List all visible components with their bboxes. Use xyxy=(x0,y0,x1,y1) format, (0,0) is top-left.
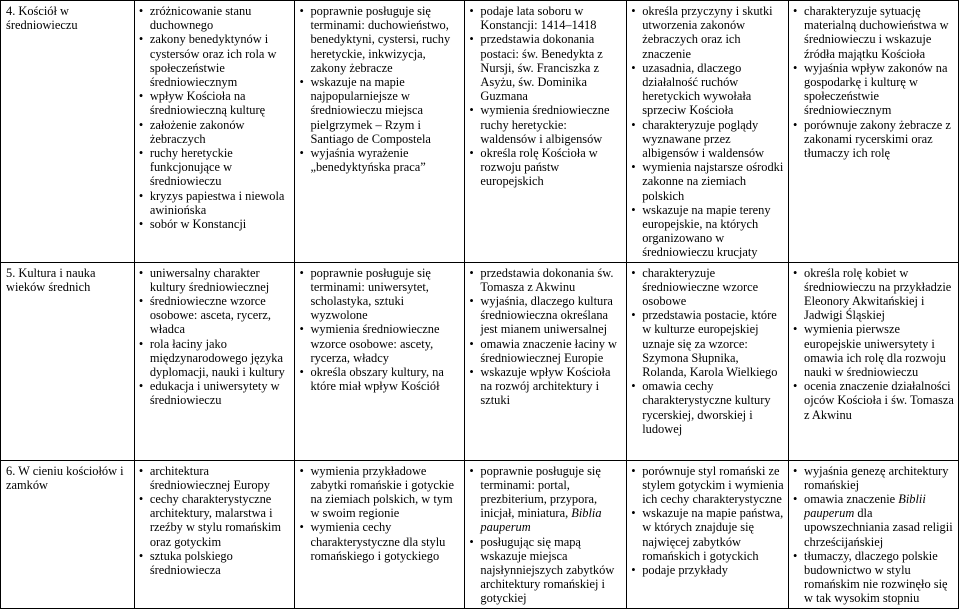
list-item: • omawia znaczenie Biblii pauperum dla upowszechniania zasad religii chrześcijańskiej xyxy=(793,492,954,549)
content-cell xyxy=(627,460,789,608)
table-row xyxy=(1,262,959,460)
content-cell xyxy=(789,262,959,460)
bullet-list xyxy=(469,266,622,408)
list-item: • zakony benedyktynów i cystersów oraz ich rola w społeczeństwie średniowiecznym xyxy=(139,32,291,89)
list-item: • określa rolę kobiet w średniowieczu na przykładzie Eleonory Akwitańskiej i Jadwigi Śląskiej xyxy=(793,266,954,323)
list-item: • wymienia pierwsze europejskie uniwersytety i omawia ich rolę dla rozwoju nauki w średniowieczu xyxy=(793,322,954,379)
list-item: • architektura średniowiecznej Europy xyxy=(139,464,291,492)
list-item: • wskazuje na mapie państwa, w których znajduje się najwięcej zabytków romańskich i gotyckich xyxy=(631,506,784,563)
list-item: • założenie zakonów żebraczych xyxy=(139,118,291,146)
content-cell xyxy=(465,262,627,460)
list-item: • charakteryzuje średniowieczne wzorce osobowe xyxy=(631,266,784,309)
list-item: • przedstawia dokonania św. Tomasza z Akwinu xyxy=(469,266,622,294)
list-item: • kryzys papiestwa i niewola awiniońska xyxy=(139,189,291,217)
bullet-list xyxy=(139,266,291,408)
bullet-list xyxy=(631,464,784,578)
list-item: • wpływ Kościoła na średniowieczną kulturę xyxy=(139,89,291,117)
bullet-list xyxy=(793,266,954,422)
content-cell xyxy=(789,460,959,608)
bullet-list xyxy=(631,266,784,436)
list-item: • ruchy heretyckie funkcjonujące w średniowieczu xyxy=(139,146,291,189)
content-cell xyxy=(789,1,959,263)
topic-cell xyxy=(1,262,135,460)
list-item: • uzasadnia, dlaczego działalność ruchów heretyckich wywołała sprzeciw Kościoła xyxy=(631,61,784,118)
table-row xyxy=(1,460,959,608)
content-cell xyxy=(134,262,295,460)
list-item: • wskazuje wpływ Kościoła na rozwój architektury i sztuki xyxy=(469,365,622,408)
content-cell xyxy=(627,262,789,460)
bullet-list xyxy=(139,464,291,578)
list-item: • posługując się mapą wskazuje miejsca najsłynniejszych zabytków architektury romańskiej i gotyckiej xyxy=(469,535,622,606)
list-item: • tłumaczy, dlaczego polskie budownictwo w stylu romańskim nie rozwinęło się w tak wysokim stopniu xyxy=(793,549,954,606)
list-item: • podaje przykłady xyxy=(631,563,784,577)
bullet-list xyxy=(469,4,622,189)
bullet-list xyxy=(299,464,460,563)
bullet-list xyxy=(793,4,954,160)
list-item: • rola łaciny jako międzynarodowego języka dyplomacji, nauki i kultury xyxy=(139,337,291,380)
list-item: • wymienia przykładowe zabytki romańskie i gotyckie na ziemiach polskich, w tym w swoim regionie xyxy=(299,464,460,521)
list-item: • wyjaśnia genezę architektury romańskiej xyxy=(793,464,954,492)
topic-cell xyxy=(1,1,135,263)
content-cell xyxy=(465,460,627,608)
list-item: • wskazuje na mapie tereny europejskie, na których organizowano w średniowieczu krucjaty xyxy=(631,203,784,260)
bullet-list xyxy=(793,464,954,606)
list-item: • średniowieczne wzorce osobowe: asceta, rycerz, władca xyxy=(139,294,291,337)
list-item: • porównuje zakony żebracze z zakonami rycerskimi oraz tłumaczy ich rolę xyxy=(793,118,954,161)
list-item: • porównuje styl romański ze stylem gotyckim i wymienia ich cechy charakterystyczne xyxy=(631,464,784,507)
list-item: • zróżnicowanie stanu duchownego xyxy=(139,4,291,32)
bullet-list xyxy=(299,266,460,394)
content-cell xyxy=(465,1,627,263)
topic-title: 4. Kościół w średniowieczu xyxy=(6,4,78,33)
bullet-list xyxy=(469,464,622,606)
list-item: • przedstawia dokonania postaci: św. Benedykta z Nursji, św. Franciszka z Asyżu, św. Dominika Guzmana xyxy=(469,32,622,103)
content-cell xyxy=(295,262,465,460)
topic-cell xyxy=(1,460,135,608)
list-item: • omawia cechy charakterystyczne kultury rycerskiej, dworskiej i ludowej xyxy=(631,379,784,436)
list-item: • określa obszary kultury, na które miał wpływ Kościół xyxy=(299,365,460,393)
content-cell xyxy=(134,1,295,263)
topic-title: 5. Kultura i nauka wieków średnich xyxy=(6,265,96,294)
table-row xyxy=(1,1,959,263)
list-item: • podaje lata soboru w Konstancji: 1414–1418 xyxy=(469,4,622,32)
list-item: • charakteryzuje sytuację materialną duchowieństwa w średniowieczu i wskazuje źródła majątku Kościoła xyxy=(793,4,954,61)
bullet-list xyxy=(139,4,291,231)
list-item: • uniwersalny charakter kultury średniowiecznej xyxy=(139,266,291,294)
list-item: • poprawnie posługuje się terminami: duchowieństwo, benedyktyni, cystersi, ruchy heretyckie, inkwizycja, zakony żebracze xyxy=(299,4,460,75)
content-cell xyxy=(295,460,465,608)
list-item: • wymienia cechy charakterystyczne dla stylu romańskiego i gotyckiego xyxy=(299,520,460,563)
bullet-list xyxy=(299,4,460,174)
list-item: • wyjaśnia, dlaczego kultura średniowieczna określana jest mianem uniwersalnej xyxy=(469,294,622,337)
list-item: • wymienia najstarsze ośrodki zakonne na ziemiach polskich xyxy=(631,160,784,203)
bullet-list xyxy=(631,4,784,260)
list-item: • wymienia średniowieczne wzorce osobowe: ascety, rycerza, władcy xyxy=(299,322,460,365)
content-cell xyxy=(295,1,465,263)
list-item: • określa przyczyny i skutki utworzenia zakonów żebraczych oraz ich znaczenie xyxy=(631,4,784,61)
topic-title: 6. W cieniu kościołów i zamków xyxy=(6,463,124,492)
content-cell xyxy=(134,460,295,608)
list-item: • poprawnie posługuje się terminami: portal, prezbiterium, przypora, inicjał, miniatura, Biblia pauperum xyxy=(469,464,622,535)
list-item: • sobór w Konstancji xyxy=(139,217,291,231)
list-item: • cechy charakterystyczne architektury, malarstwa i rzeźby w stylu romańskim oraz gotyckim xyxy=(139,492,291,549)
list-item: • charakteryzuje poglądy wyznawane przez albigensów i waldensów xyxy=(631,118,784,161)
list-item: • wyjaśnia wyrażenie „benedyktyńska praca” xyxy=(299,146,460,174)
list-item: • ocenia znaczenie działalności ojców Kościoła i św. Tomasza z Akwinu xyxy=(793,379,954,422)
list-item: • poprawnie posługuje się terminami: uniwersytet, scholastyka, sztuki wyzwolone xyxy=(299,266,460,323)
list-item: • sztuka polskiego średniowiecza xyxy=(139,549,291,577)
list-item: • wymienia średniowieczne ruchy heretyckie: waldensów i albigensów xyxy=(469,103,622,146)
list-item: • wyjaśnia wpływ zakonów na gospodarkę i kulturę w społeczeństwie średniowiecznym xyxy=(793,61,954,118)
list-item: • wskazuje na mapie najpopularniejsze w średniowieczu miejsca pielgrzymek – Rzym i Santiago de Compostela xyxy=(299,75,460,146)
list-item: • omawia znaczenie łaciny w średniowiecznej Europie xyxy=(469,337,622,365)
content-cell xyxy=(627,1,789,263)
list-item: • edukacja i uniwersytety w średniowieczu xyxy=(139,379,291,407)
list-item: • określa rolę Kościoła w rozwoju państw europejskich xyxy=(469,146,622,189)
list-item: • przedstawia postacie, które w kulturze europejskiej uznaje się za wzorce: Szymona Słupnika, Rolanda, Karola Wielkiego xyxy=(631,308,784,379)
